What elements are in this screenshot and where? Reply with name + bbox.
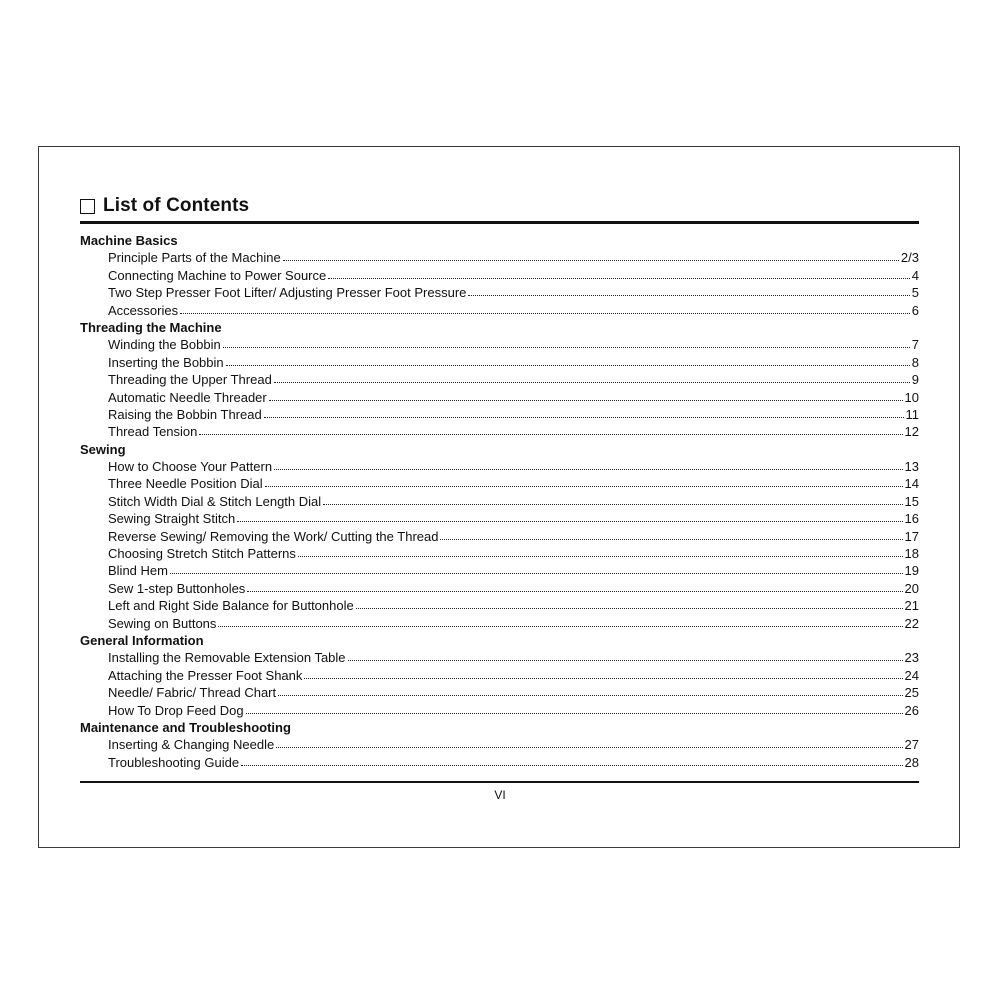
entry-title: Winding the Bobbin xyxy=(108,337,221,353)
entry-title: Thread Tension xyxy=(108,424,198,440)
toc-entry xyxy=(80,649,919,666)
toc-entry xyxy=(80,615,919,632)
dot-leader xyxy=(274,372,910,383)
dot-leader xyxy=(440,529,902,540)
entry-page-number: 22 xyxy=(904,615,919,631)
entry-title: Troubleshooting Guide xyxy=(108,754,240,770)
entry-title: Choosing Stretch Stitch Patterns xyxy=(108,546,296,562)
dot-leader xyxy=(269,390,903,401)
entry-title: Needle/ Fabric/ Thread Chart xyxy=(108,685,277,701)
toc-entry xyxy=(80,336,919,353)
entry-title: Inserting the Bobbin xyxy=(108,354,224,370)
dot-leader xyxy=(328,268,910,279)
toc-entry xyxy=(80,249,919,266)
entry-title: Three Needle Position Dial xyxy=(108,476,263,492)
entry-page-number: 2/3 xyxy=(900,250,919,266)
toc-entry xyxy=(80,475,919,492)
section-title: Maintenance and Troubleshooting xyxy=(80,719,291,735)
entry-title: Blind Hem xyxy=(108,563,168,579)
entry-page-number: 12 xyxy=(904,424,919,440)
dot-leader xyxy=(356,598,903,609)
toc-entry xyxy=(80,736,919,753)
bottom-divider xyxy=(80,781,919,783)
toc-entry xyxy=(80,597,919,614)
toc-entry xyxy=(80,754,919,771)
entry-page-number: 24 xyxy=(904,667,919,683)
dot-leader xyxy=(241,755,902,766)
entry-page-number: 5 xyxy=(911,285,919,301)
toc-entry xyxy=(80,702,919,719)
entry-page-number: 15 xyxy=(904,493,919,509)
toc-entry xyxy=(80,528,919,545)
entry-page-number: 16 xyxy=(904,511,919,527)
dot-leader xyxy=(283,250,899,261)
section-title: Sewing xyxy=(80,441,126,457)
toc-entry xyxy=(80,284,919,301)
entry-page-number: 9 xyxy=(911,372,919,388)
dot-leader xyxy=(304,668,902,679)
entry-title: Attaching the Presser Foot Shank xyxy=(108,667,303,683)
entry-title: Threading the Upper Thread xyxy=(108,372,272,388)
entry-title: Sewing Straight Stitch xyxy=(108,511,236,527)
entry-title: Connecting Machine to Power Source xyxy=(108,267,327,283)
dot-leader xyxy=(278,685,902,696)
entry-page-number: 19 xyxy=(904,563,919,579)
entry-title: Automatic Needle Threader xyxy=(108,389,267,405)
entry-page-number: 11 xyxy=(905,406,919,422)
toc-entry xyxy=(80,562,919,579)
entry-page-number: 26 xyxy=(904,702,919,718)
dot-leader xyxy=(265,476,903,487)
entry-title: Sewing on Buttons xyxy=(108,615,217,631)
toc-entry xyxy=(80,406,919,423)
dot-leader xyxy=(223,337,910,348)
dot-leader xyxy=(298,546,903,557)
entry-page-number: 20 xyxy=(904,580,919,596)
toc-entry xyxy=(80,267,919,284)
dot-leader xyxy=(218,616,902,627)
dot-leader xyxy=(264,407,904,418)
entry-title: How To Drop Feed Dog xyxy=(108,702,244,718)
toc-entry xyxy=(80,423,919,440)
entry-page-number: 6 xyxy=(911,302,919,318)
toc-entry xyxy=(80,580,919,597)
dot-leader xyxy=(246,703,903,714)
entry-page-number: 14 xyxy=(904,476,919,492)
entry-page-number: 7 xyxy=(911,337,919,353)
toc-entry xyxy=(80,302,919,319)
entry-title: Accessories xyxy=(108,302,179,318)
toc-entry xyxy=(80,684,919,701)
entry-page-number: 28 xyxy=(904,754,919,770)
dot-leader xyxy=(170,563,903,574)
entry-page-number: 13 xyxy=(904,459,919,475)
dot-leader xyxy=(276,737,902,748)
page-title: List of Contents xyxy=(103,195,250,216)
entry-page-number: 4 xyxy=(911,267,919,283)
entry-page-number: 10 xyxy=(904,389,919,405)
page-number: VI xyxy=(494,788,506,802)
top-divider xyxy=(80,221,919,224)
section-title: Machine Basics xyxy=(80,233,178,248)
entry-title: Installing the Removable Extension Table xyxy=(108,650,346,666)
dot-leader xyxy=(237,511,902,522)
entry-title: How to Choose Your Pattern xyxy=(108,459,273,475)
dot-leader xyxy=(323,494,902,505)
table-of-contents xyxy=(80,232,919,771)
dot-leader xyxy=(247,581,902,592)
entry-title: Principle Parts of the Machine xyxy=(108,250,281,266)
entry-page-number: 25 xyxy=(904,685,919,701)
dot-leader xyxy=(226,355,910,366)
dot-leader xyxy=(348,650,903,661)
toc-entry xyxy=(80,493,919,510)
toc-entry xyxy=(80,510,919,527)
toc-entry xyxy=(80,389,919,406)
entry-title: Two Step Presser Foot Lifter/ Adjusting Presser Foot Pressure xyxy=(108,285,467,301)
checkbox-square-icon xyxy=(80,199,95,214)
dot-leader xyxy=(274,459,902,470)
entry-page-number: 21 xyxy=(904,598,919,614)
dot-leader xyxy=(199,424,902,435)
dot-leader xyxy=(180,303,910,314)
entry-title: Inserting & Changing Needle xyxy=(108,737,275,753)
toc-entry xyxy=(80,371,919,388)
entry-title: Sew 1-step Buttonholes xyxy=(108,580,246,596)
entry-page-number: 18 xyxy=(904,546,919,562)
entry-page-number: 27 xyxy=(904,737,919,753)
entry-page-number: 23 xyxy=(904,650,919,666)
toc-entry xyxy=(80,354,919,371)
entry-page-number: 17 xyxy=(904,528,919,544)
entry-title: Stitch Width Dial & Stitch Length Dial xyxy=(108,493,322,509)
entry-page-number: 8 xyxy=(911,354,919,370)
toc-entry xyxy=(80,458,919,475)
toc-entry xyxy=(80,545,919,562)
entry-title: Left and Right Side Balance for Buttonhole xyxy=(108,598,354,614)
toc-entry xyxy=(80,667,919,684)
page-heading xyxy=(80,192,249,220)
section-title: Threading the Machine xyxy=(80,319,222,335)
entry-title: Reverse Sewing/ Removing the Work/ Cutting the Thread xyxy=(108,528,439,544)
entry-title: Raising the Bobbin Thread xyxy=(108,406,262,422)
section-title: General Information xyxy=(80,632,204,648)
dot-leader xyxy=(468,285,909,296)
